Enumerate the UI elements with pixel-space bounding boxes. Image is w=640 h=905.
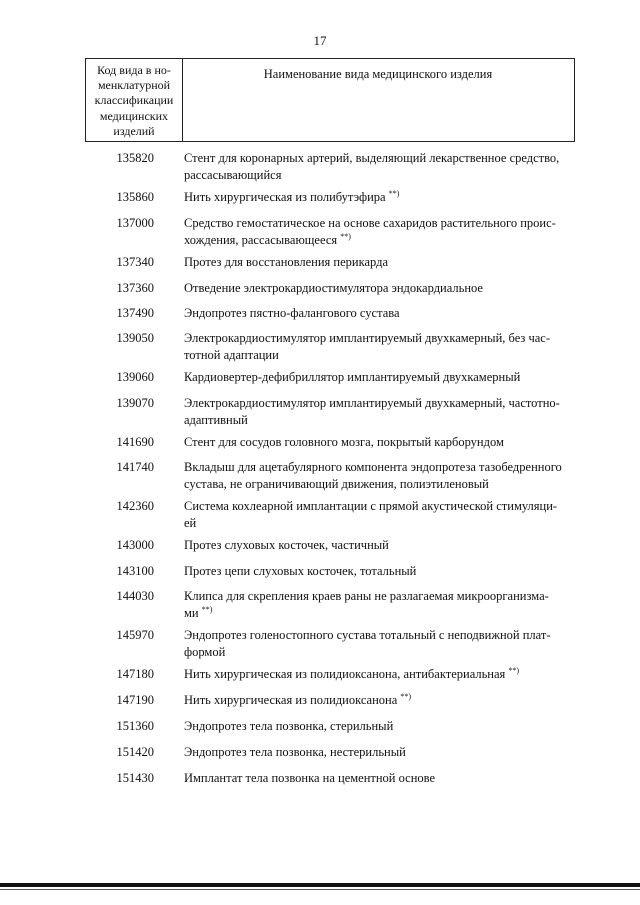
device-name-text: ми bbox=[184, 606, 199, 620]
device-name-line bbox=[184, 305, 569, 322]
table-row bbox=[0, 369, 640, 386]
table-row bbox=[0, 189, 640, 206]
device-name bbox=[184, 744, 569, 761]
device-name-line bbox=[184, 232, 569, 249]
device-code: 139050 bbox=[116, 331, 154, 345]
device-name-line bbox=[184, 150, 569, 167]
device-name-line bbox=[184, 330, 569, 347]
table-row bbox=[0, 305, 640, 322]
header-code-line: изделий bbox=[113, 123, 155, 138]
device-code: 137360 bbox=[116, 281, 154, 295]
device-name-text: Вкладыш для ацетабулярного компонента эндопротеза тазобедренного bbox=[184, 460, 562, 474]
page-number: 17 bbox=[313, 33, 327, 48]
device-name-line bbox=[184, 744, 569, 761]
device-name-text: рассасывающийся bbox=[184, 168, 282, 182]
device-name-line bbox=[184, 588, 569, 605]
device-name-text: Эндопротез голеностопного сустава тотальный с неподвижной плат- bbox=[184, 628, 551, 642]
table-row bbox=[0, 215, 640, 249]
device-name bbox=[184, 666, 569, 683]
device-name-text: Нить хирургическая из полидиоксанона bbox=[184, 693, 398, 707]
device-code: 141690 bbox=[116, 435, 154, 449]
device-name bbox=[184, 627, 569, 661]
device-name-line bbox=[184, 692, 569, 709]
device-name-line bbox=[184, 412, 569, 429]
device-name-text: Эндопротез тела позвонка, стерильный bbox=[184, 719, 394, 733]
device-name bbox=[184, 588, 569, 622]
table-row bbox=[0, 563, 640, 580]
device-code: 143100 bbox=[116, 564, 154, 578]
device-name bbox=[184, 395, 569, 429]
device-name-line bbox=[184, 254, 569, 271]
table-row bbox=[0, 498, 640, 532]
device-code: 151430 bbox=[116, 771, 154, 785]
device-name-text: Протез слуховых косточек, частичный bbox=[184, 538, 389, 552]
table-row bbox=[0, 459, 640, 493]
device-name-line bbox=[184, 563, 569, 580]
bottom-rule bbox=[0, 883, 640, 887]
bottom-rule-thin bbox=[0, 889, 640, 890]
device-name bbox=[184, 215, 569, 249]
table-row bbox=[0, 434, 640, 451]
header-code-line: медицинских bbox=[99, 108, 169, 123]
device-name-text: Имплантат тела позвонка на цементной основе bbox=[184, 771, 436, 785]
device-code: 151360 bbox=[116, 719, 154, 733]
device-name-text: Средство гемостатическое на основе сахаридов растительного проис- bbox=[184, 216, 556, 230]
header-code-line: классификации bbox=[94, 93, 174, 108]
device-code: 142360 bbox=[116, 499, 154, 513]
device-name-line bbox=[184, 498, 569, 515]
device-name-line bbox=[184, 189, 569, 206]
device-name bbox=[184, 498, 569, 532]
device-name-line bbox=[184, 605, 569, 622]
device-name-line bbox=[184, 434, 569, 451]
footnote-mark: **) bbox=[388, 189, 400, 198]
device-name bbox=[184, 692, 569, 709]
device-name bbox=[184, 459, 569, 493]
device-name-line bbox=[184, 280, 569, 297]
device-name-line bbox=[184, 666, 569, 683]
device-code: 139070 bbox=[116, 396, 154, 410]
device-name bbox=[184, 369, 569, 386]
device-name-text: формой bbox=[184, 645, 226, 659]
device-name-line bbox=[184, 167, 569, 184]
device-name-text: Система кохлеарной имплантации с прямой акустической стимуляци- bbox=[184, 499, 558, 513]
table-row bbox=[0, 254, 640, 271]
device-name-text: хождения, рассасывающееся bbox=[184, 233, 338, 247]
header-code-column bbox=[90, 63, 178, 139]
device-name bbox=[184, 280, 569, 297]
device-name-text: Эндопротез тела позвонка, нестерильный bbox=[184, 745, 406, 759]
device-name-text: Кардиовертер-дефибриллятор имплантируемый двухкамерный bbox=[184, 370, 521, 384]
device-name-line bbox=[184, 770, 569, 787]
device-list bbox=[0, 150, 640, 787]
footnote-mark: **) bbox=[340, 232, 351, 241]
device-name-text: Стент для сосудов головного мозга, покрытый карборундом bbox=[184, 435, 504, 449]
device-name-line bbox=[184, 515, 569, 532]
device-name bbox=[184, 254, 569, 271]
device-name-text: Протез для восстановления перикарда bbox=[184, 255, 389, 269]
table-row bbox=[0, 537, 640, 554]
device-name-line bbox=[184, 537, 569, 554]
footnote-mark: **) bbox=[400, 692, 412, 701]
device-name-text: Эндопротез пястно-фалангового сустава bbox=[184, 306, 400, 320]
table-row bbox=[0, 744, 640, 761]
device-name-line bbox=[184, 347, 569, 364]
device-code: 135860 bbox=[116, 190, 154, 204]
table-row bbox=[0, 395, 640, 429]
device-name-line bbox=[184, 627, 569, 644]
device-name bbox=[184, 189, 569, 206]
device-name bbox=[184, 563, 569, 580]
table-row bbox=[0, 666, 640, 683]
header-code-line: менклатурной bbox=[97, 78, 171, 93]
device-code: 151420 bbox=[116, 745, 154, 759]
table-row bbox=[0, 718, 640, 735]
device-name-line bbox=[184, 395, 569, 412]
device-name-text: Протез цепи слуховых косточек, тотальный bbox=[184, 564, 417, 578]
header-divider bbox=[182, 59, 183, 142]
table-row bbox=[0, 692, 640, 709]
device-code: 147180 bbox=[116, 667, 154, 681]
footnote-mark: **) bbox=[508, 666, 520, 675]
device-name-text: Отведение электрокардиостимулятора эндокардиальное bbox=[184, 281, 483, 295]
device-name-text: сустава, не ограничивающий движения, полиэтиленовый bbox=[184, 477, 489, 491]
device-code: 144030 bbox=[116, 589, 154, 603]
device-name bbox=[184, 305, 569, 322]
device-name-line bbox=[184, 369, 569, 386]
device-code: 137490 bbox=[116, 306, 154, 320]
device-code: 143000 bbox=[116, 538, 154, 552]
device-name-text: Нить хирургическая из полидиоксанона, антибактериальная bbox=[184, 667, 506, 681]
device-name-line bbox=[184, 459, 569, 476]
device-name-line bbox=[184, 215, 569, 232]
device-name bbox=[184, 770, 569, 787]
table-row bbox=[0, 770, 640, 787]
device-name bbox=[184, 537, 569, 554]
device-name-text: адаптивный bbox=[184, 413, 248, 427]
table-header bbox=[85, 58, 575, 142]
device-name bbox=[184, 150, 569, 184]
device-code: 147190 bbox=[116, 693, 154, 707]
table-row bbox=[0, 588, 640, 622]
device-name bbox=[184, 330, 569, 364]
device-name bbox=[184, 718, 569, 735]
device-code: 139060 bbox=[116, 370, 154, 384]
device-name-text: Электрокардиостимулятор имплантируемый двухкамерный, частотно- bbox=[184, 396, 560, 410]
table-row bbox=[0, 330, 640, 364]
device-name-text: тотной адаптации bbox=[184, 348, 279, 362]
device-name-text: Электрокардиостимулятор имплантируемый двухкамерный, без час- bbox=[184, 331, 551, 345]
device-code: 137340 bbox=[116, 255, 154, 269]
device-code: 141740 bbox=[116, 460, 154, 474]
device-name-text: Стент для коронарных артерий, выделяющий лекарственное средство, bbox=[184, 151, 560, 165]
header-name-column: Наименование вида медицинского изделия bbox=[263, 67, 493, 81]
device-name-line bbox=[184, 476, 569, 493]
device-code: 145970 bbox=[116, 628, 154, 642]
footnote-mark: **) bbox=[201, 605, 213, 614]
table-row bbox=[0, 150, 640, 184]
device-name-line bbox=[184, 718, 569, 735]
device-code: 135820 bbox=[116, 151, 154, 165]
table-row bbox=[0, 627, 640, 661]
header-code-line: Код вида в но- bbox=[97, 63, 171, 77]
device-name bbox=[184, 434, 569, 451]
device-name-text: Клипса для скрепления краев раны не разлагаемая микроорганизма- bbox=[184, 589, 549, 603]
device-name-line bbox=[184, 644, 569, 661]
device-name-text: Нить хирургическая из полибутэфира bbox=[184, 190, 386, 204]
device-code: 137000 bbox=[116, 216, 154, 230]
table-row bbox=[0, 280, 640, 297]
device-name-text: ей bbox=[184, 516, 197, 530]
